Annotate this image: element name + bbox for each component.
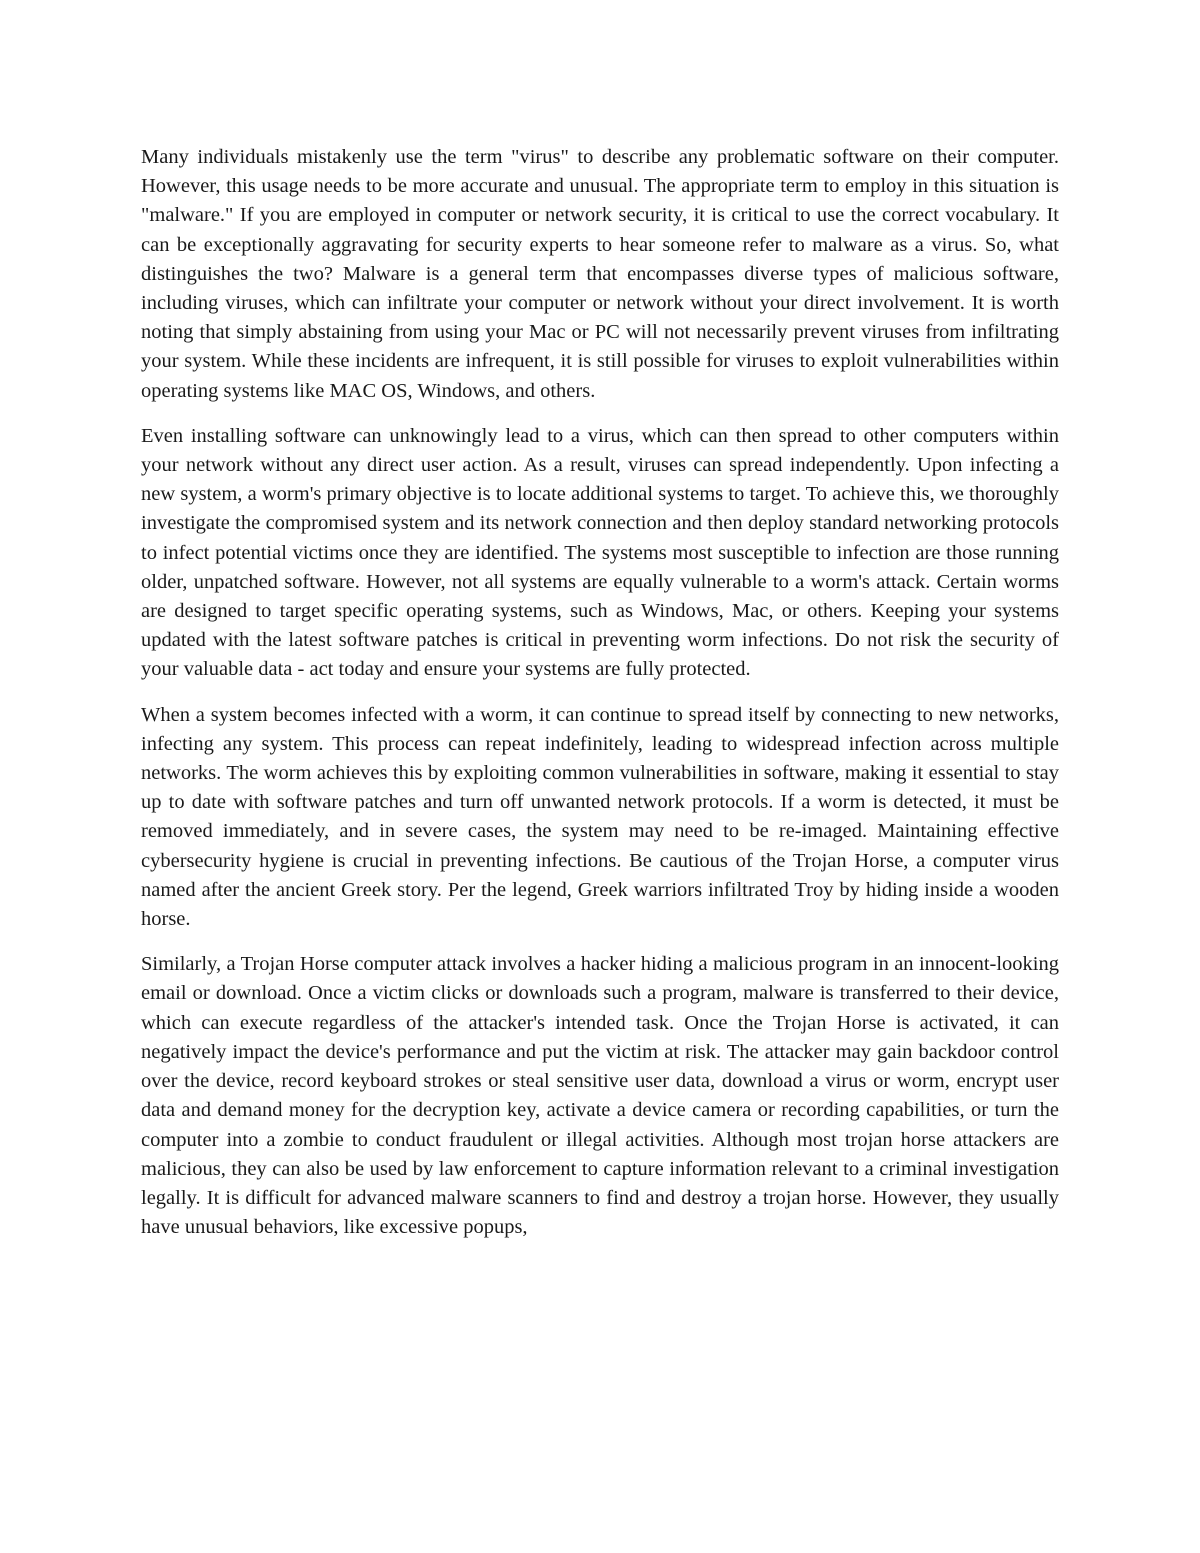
paragraph-1: Many individuals mistakenly use the term "virus" to describe any problematic software on their computer. However, this usage needs to be more accurate and unusual. The appropriate term to employ in this situation is "malware." If you are employed in computer or network security, it is critical to use the correct vocabulary. It can be exceptionally aggravating for security experts to hear someone refer to malware as a virus. So, what distinguishes the two? Malware is a general term that encompasses diverse types of malicious software, including viruses, which can infiltrate your computer or network without your direct involvement. It is worth noting that simply abstaining from using your Mac or PC will not necessarily prevent viruses from infiltrating your system. While these incidents are infrequent, it is still possible for viruses to exploit vulnerabilities within operating systems like MAC OS, Windows, and others.	[141, 146, 1059, 402]
paragraph-4: Similarly, a Trojan Horse computer attack involves a hacker hiding a malicious program in an innocent-looking email or download. Once a victim clicks or downloads such a program, malware is transferred to their device, which can execute regardless of the attacker's intended task. Once the Trojan Horse is activated, it can negatively impact the device's performance and put the victim at risk. The attacker may gain backdoor control over the device, record keyboard strokes or steal sensitive user data, download a virus or worm, encrypt user data and demand money for the decryption key, activate a device camera or recording capabilities, or turn the computer into a zombie to conduct fraudulent or illegal activities. Although most trojan horse attackers are malicious, they can also be used by law enforcement to capture information relevant to a criminal investigation legally. It is difficult for advanced malware scanners to find and destroy a trojan horse. However, they usually have unusual behaviors, like excessive popups,	[141, 953, 1059, 1239]
document-body	[141, 143, 1059, 1242]
paragraph-2: Even installing software can unknowingly lead to a virus, which can then spread to other computers within your network without any direct user action. As a result, viruses can spread independently. Upon infecting a new system, a worm's primary objective is to locate additional systems to target. To achieve this, we thoroughly investigate the compromised system and its network connection and then deploy standard networking protocols to infect potential victims once they are identified. The systems most susceptible to infection are those running older, unpatched software. However, not all systems are equally vulnerable to a worm's attack. Certain worms are designed to target specific operating systems, such as Windows, Mac, or others. Keeping your systems updated with the latest software patches is critical in preventing worm infections. Do not risk the security of your valuable data - act today and ensure your systems are fully protected.	[141, 424, 1059, 681]
paragraph-3: When a system becomes infected with a worm, it can continue to spread itself by connecting to new networks, infecting any system. This process can repeat indefinitely, leading to widespread infection across multiple networks. The worm achieves this by exploiting common vulnerabilities in software, making it essential to stay up to date with software patches and turn off unwanted network protocols. If a worm is detected, it must be removed immediately, and in severe cases, the system may need to be re-imaged. Maintaining effective cybersecurity hygiene is crucial in preventing infections. Be cautious of the Trojan Horse, a computer virus named after the ancient Greek story. Per the legend, Greek warriors infiltrated Troy by hiding inside a wooden horse.	[141, 703, 1059, 931]
